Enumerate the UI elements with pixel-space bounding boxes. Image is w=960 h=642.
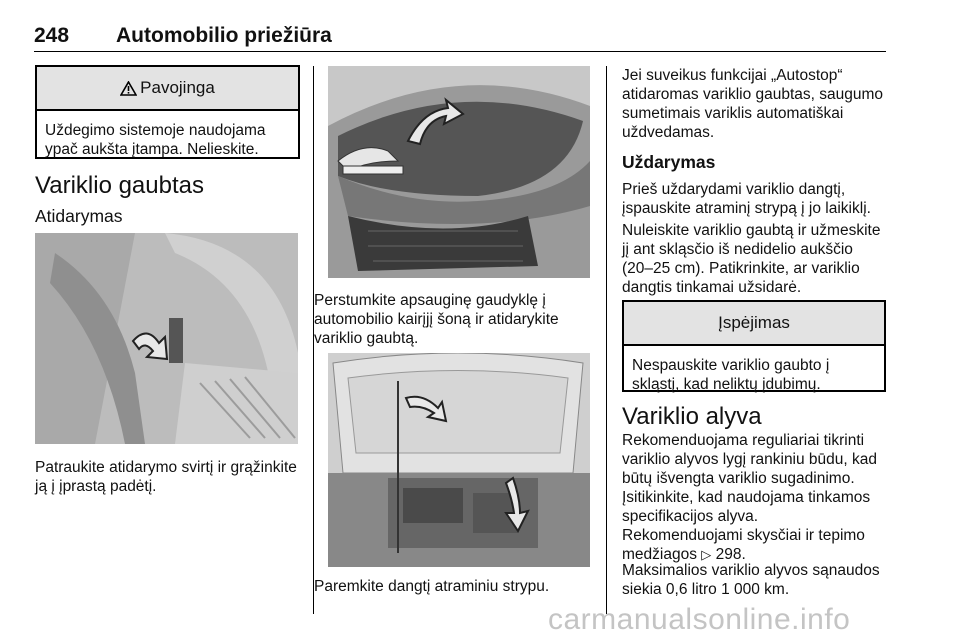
oil-paragraph-1 — [622, 431, 888, 564]
oil-line-recommend: Rekomenduojama reguliariai tikrinti variklio alyvos lygį rankiniu būdu, kad būtų išvengta variklio sugadinimo. — [622, 432, 878, 487]
oil-title: Variklio alyva — [622, 403, 762, 430]
cross-reference-arrow-icon: ▷ — [701, 547, 712, 562]
oil-fluids-text: Rekomenduojami skysčiai ir tepimo medžiagos — [622, 527, 865, 563]
closing-subtitle: Uždarymas — [622, 152, 716, 172]
caution-box-text: Nespauskite variklio gaubto į skląstį, kad neliktų įdubimų. — [632, 357, 830, 393]
step2-text: Perstumkite apsauginę gaudyklę į automobilio kairįjį šoną ir atidarykite variklio gaubtą. — [314, 292, 559, 347]
column-divider-right — [606, 66, 607, 614]
page-title: Automobilio priežiūra — [116, 24, 332, 47]
hood-open-illustration — [328, 66, 590, 278]
step3-text: Paremkite dangtį atraminiu strypu. — [314, 578, 550, 595]
danger-box — [35, 65, 300, 159]
oil-ref-page[interactable]: 298. — [715, 546, 746, 563]
step1-text: Patraukite atidarymo svirtį ir grąžinkite ją į įprastą padėtį. — [35, 459, 297, 495]
page-number: 248 — [34, 24, 70, 47]
oil-line-spec: Įsitikinkite, kad naudojama tinkamos specifikacijos alyva. — [622, 489, 871, 525]
support-rod-illustration — [328, 353, 590, 567]
caution-box — [622, 300, 886, 392]
closing-paragraph-2: Nuleiskite variklio gaubtą ir užmeskite jį ant skląsčio iš nedidelio aukščio (20–25 cm). Patikrinkite, ar variklio dangtis tinkamai užsidarė. — [622, 222, 881, 296]
release-lever-illustration — [35, 233, 298, 444]
danger-box-text: Uždegimo sistemoje naudojama ypač aukšta įtampa. Nelieskite. — [45, 122, 266, 158]
caution-box-header — [624, 302, 884, 346]
danger-box-header — [37, 67, 298, 111]
oil-paragraph-2: Maksimalios variklio alyvos sąnaudos siekia 0,6 litro 1 000 km. — [622, 562, 880, 598]
closing-paragraph-1: Prieš uždarydami variklio dangtį, įspauskite atraminį strypą į jo laikiklį. — [622, 181, 871, 217]
warning-triangle-icon — [120, 81, 137, 96]
caution-box-title: Įspėjimas — [718, 313, 790, 332]
header-rule — [34, 51, 886, 52]
danger-box-title: Pavojinga — [140, 78, 215, 97]
oil-line-fluids — [622, 526, 888, 564]
opening-subtitle: Atidarymas — [35, 206, 123, 226]
watermark: carmanualsonline.info — [548, 603, 851, 636]
section-title: Variklio gaubtas — [35, 172, 204, 199]
autostop-text: Jei suveikus funkcijai „Autostop“ atidaromas variklio gaubtas, saugumo sumetimais variklis automatiškai uždvedamas. — [622, 67, 884, 141]
